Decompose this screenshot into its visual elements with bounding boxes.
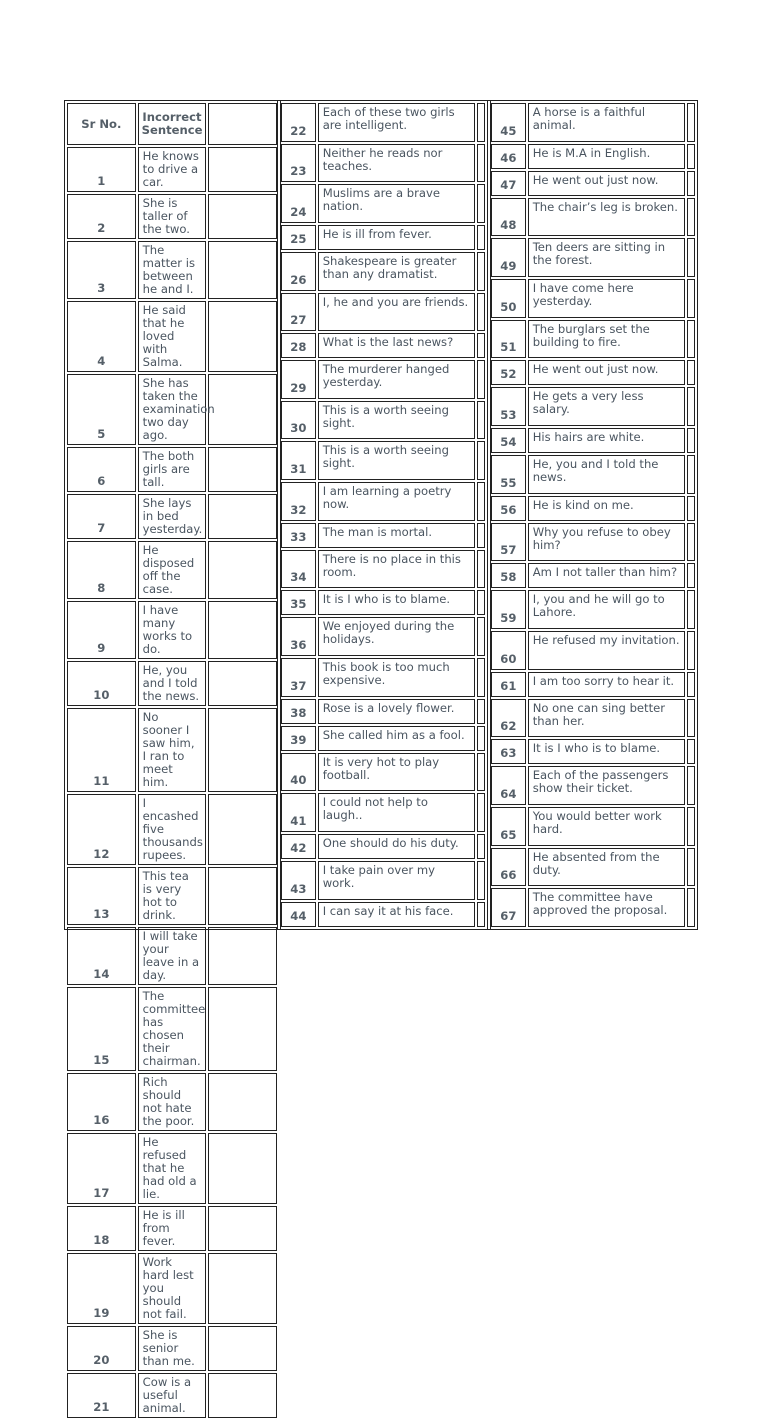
incorrect-sentence: One should do his duty. xyxy=(318,834,475,859)
incorrect-sentence: He is M.A in English. xyxy=(528,144,685,169)
row-number: 39 xyxy=(281,726,316,751)
row-number: 9 xyxy=(67,601,136,659)
row-tail xyxy=(687,171,695,196)
header-incorrect-sentence: Incorrect Sentence xyxy=(138,103,207,145)
row-tail xyxy=(477,590,485,615)
incorrect-sentence: He, you and I told the news. xyxy=(528,455,685,494)
row-tail xyxy=(687,807,695,846)
incorrect-sentence: He refused that he had old a lie. xyxy=(138,1133,207,1204)
incorrect-sentence: She is senior than me. xyxy=(138,1326,207,1371)
row-number: 42 xyxy=(281,834,316,859)
table-row xyxy=(67,147,277,192)
row-tail xyxy=(477,103,485,142)
row-number: 52 xyxy=(491,360,526,385)
table-row xyxy=(491,888,695,927)
table-row xyxy=(491,279,695,318)
row-tail xyxy=(687,387,695,426)
row-tail xyxy=(477,401,485,440)
table-row xyxy=(67,494,277,539)
table-row xyxy=(67,447,277,492)
row-tail xyxy=(477,293,485,332)
row-number: 65 xyxy=(491,807,526,846)
incorrect-sentence: He went out just now. xyxy=(528,360,685,385)
row-number: 15 xyxy=(67,987,136,1071)
row-tail xyxy=(477,523,485,548)
row-tail xyxy=(687,103,695,142)
row-tail xyxy=(208,103,277,145)
table-row xyxy=(491,496,695,521)
row-number: 62 xyxy=(491,699,526,738)
incorrect-sentence: It is I who is to blame. xyxy=(528,739,685,764)
row-tail xyxy=(687,455,695,494)
table-row xyxy=(491,387,695,426)
row-tail xyxy=(687,739,695,764)
row-number: 63 xyxy=(491,739,526,764)
row-tail xyxy=(687,563,695,588)
row-number: 61 xyxy=(491,672,526,697)
incorrect-sentence: This tea is very hot to drink. xyxy=(138,867,207,925)
row-tail xyxy=(477,225,485,250)
table-row xyxy=(67,794,277,865)
column-1 xyxy=(65,101,279,1415)
incorrect-sentence: The burglars set the building to fire. xyxy=(528,320,685,359)
incorrect-sentence: He refused my invitation. xyxy=(528,631,685,670)
table-row xyxy=(67,661,277,706)
row-number: 24 xyxy=(281,184,316,223)
incorrect-sentence: He gets a very less salary. xyxy=(528,387,685,426)
row-tail xyxy=(687,672,695,697)
table-row xyxy=(281,252,485,291)
incorrect-sentence: I have come here yesterday. xyxy=(528,279,685,318)
row-number: 25 xyxy=(281,225,316,250)
row-tail xyxy=(208,541,277,599)
row-number: 1 xyxy=(67,147,136,192)
incorrect-sentence: This is a worth seeing sight. xyxy=(318,401,475,440)
row-tail xyxy=(208,661,277,706)
table-row xyxy=(281,144,485,183)
row-number: 45 xyxy=(491,103,526,142)
column-2 xyxy=(279,101,487,929)
row-tail xyxy=(208,241,277,299)
incorrect-sentence: You would better work hard. xyxy=(528,807,685,846)
row-tail xyxy=(477,793,485,832)
incorrect-sentence: Ten deers are sitting in the forest. xyxy=(528,238,685,277)
incorrect-sentence: I could not help to laugh.. xyxy=(318,793,475,832)
row-tail xyxy=(687,631,695,670)
table-row xyxy=(491,320,695,359)
incorrect-sentence: She called him as a fool. xyxy=(318,726,475,751)
table-row xyxy=(281,590,485,615)
row-number: 12 xyxy=(67,794,136,865)
row-number: 33 xyxy=(281,523,316,548)
table-row xyxy=(491,590,695,629)
row-tail xyxy=(208,794,277,865)
incorrect-sentence: I, he and you are friends. xyxy=(318,293,475,332)
row-number: 35 xyxy=(281,590,316,615)
table-row xyxy=(281,658,485,697)
row-tail xyxy=(477,834,485,859)
row-number: 20 xyxy=(67,1326,136,1371)
row-number: 19 xyxy=(67,1253,136,1324)
incorrect-sentence: A horse is a faithful animal. xyxy=(528,103,685,142)
row-number: 32 xyxy=(281,482,316,521)
row-number: 27 xyxy=(281,293,316,332)
table-row xyxy=(491,455,695,494)
row-tail xyxy=(477,699,485,724)
row-number: 34 xyxy=(281,550,316,589)
row-number: 54 xyxy=(491,428,526,453)
row-tail xyxy=(208,447,277,492)
incorrect-sentence: The chair’s leg is broken. xyxy=(528,198,685,237)
table-row xyxy=(281,333,485,358)
incorrect-sentence: He said that he loved with Salma. xyxy=(138,301,207,372)
row-tail xyxy=(687,279,695,318)
table-row xyxy=(67,927,277,985)
incorrect-sentence: It is very hot to play football. xyxy=(318,753,475,792)
incorrect-sentence: The murderer hanged yesterday. xyxy=(318,360,475,399)
column-1-table xyxy=(65,101,279,1420)
table-row xyxy=(281,482,485,521)
incorrect-sentence: This is a worth seeing sight. xyxy=(318,441,475,480)
table-row xyxy=(281,861,485,900)
table-row xyxy=(491,672,695,697)
incorrect-sentence: His hairs are white. xyxy=(528,428,685,453)
row-number: 7 xyxy=(67,494,136,539)
row-tail xyxy=(687,428,695,453)
incorrect-sentence: I am learning a poetry now. xyxy=(318,482,475,521)
row-tail xyxy=(687,523,695,562)
table-row xyxy=(67,301,277,372)
incorrect-sentence: I have many works to do. xyxy=(138,601,207,659)
incorrect-sentence: I will take your leave in a day. xyxy=(138,927,207,985)
incorrect-sentence: Shakespeare is greater than any dramatist. xyxy=(318,252,475,291)
row-number: 55 xyxy=(491,455,526,494)
row-number: 28 xyxy=(281,333,316,358)
row-tail xyxy=(687,360,695,385)
incorrect-sentence: I am too sorry to hear it. xyxy=(528,672,685,697)
row-tail xyxy=(477,617,485,656)
table-row xyxy=(281,699,485,724)
row-tail xyxy=(208,1133,277,1204)
table-row xyxy=(491,198,695,237)
row-tail xyxy=(208,708,277,792)
table-row xyxy=(67,1373,277,1418)
row-number: 57 xyxy=(491,523,526,562)
row-number: 16 xyxy=(67,1073,136,1131)
row-tail xyxy=(687,590,695,629)
incorrect-sentence: No sooner I saw him, I ran to meet him. xyxy=(138,708,207,792)
row-number: 29 xyxy=(281,360,316,399)
row-tail xyxy=(477,184,485,223)
incorrect-sentence: It is I who is to blame. xyxy=(318,590,475,615)
table-row xyxy=(491,807,695,846)
row-number: 30 xyxy=(281,401,316,440)
row-tail xyxy=(477,333,485,358)
row-tail xyxy=(477,658,485,697)
row-tail xyxy=(208,1326,277,1371)
incorrect-sentence: He went out just now. xyxy=(528,171,685,196)
table-row xyxy=(281,293,485,332)
row-number: 22 xyxy=(281,103,316,142)
incorrect-sentence: The committee has chosen their chairman. xyxy=(138,987,207,1071)
incorrect-sentence: He is ill from fever. xyxy=(138,1206,207,1251)
row-number: 8 xyxy=(67,541,136,599)
table-row xyxy=(67,374,277,445)
table-row xyxy=(281,401,485,440)
row-number: 3 xyxy=(67,241,136,299)
table-row xyxy=(67,867,277,925)
row-tail xyxy=(208,1073,277,1131)
row-tail xyxy=(208,927,277,985)
incorrect-sentence: Am I not taller than him? xyxy=(528,563,685,588)
row-tail xyxy=(477,902,485,927)
incorrect-sentence: Muslims are a brave nation. xyxy=(318,184,475,223)
incorrect-sentence: Why you refuse to obey him? xyxy=(528,523,685,562)
incorrect-sentence: I take pain over my work. xyxy=(318,861,475,900)
incorrect-sentence: This book is too much expensive. xyxy=(318,658,475,697)
row-number: 60 xyxy=(491,631,526,670)
table-row xyxy=(491,739,695,764)
table-row xyxy=(491,631,695,670)
column-2-table xyxy=(279,101,487,929)
row-number: 64 xyxy=(491,766,526,805)
row-tail xyxy=(477,252,485,291)
row-number: 44 xyxy=(281,902,316,927)
incorrect-sentence: The committee have approved the proposal. xyxy=(528,888,685,927)
header-row xyxy=(67,103,277,145)
row-tail xyxy=(687,320,695,359)
incorrect-sentence: The matter is between he and I. xyxy=(138,241,207,299)
row-number: 13 xyxy=(67,867,136,925)
incorrect-sentence: The both girls are tall. xyxy=(138,447,207,492)
table-row xyxy=(281,793,485,832)
row-tail xyxy=(687,848,695,887)
table-row xyxy=(281,184,485,223)
row-tail xyxy=(687,198,695,237)
row-number: 5 xyxy=(67,374,136,445)
row-tail xyxy=(208,301,277,372)
table-row xyxy=(67,541,277,599)
table-row xyxy=(491,103,695,142)
table-row xyxy=(491,848,695,887)
incorrect-sentence: She is taller of the two. xyxy=(138,194,207,239)
incorrect-sentence: Rose is a lovely flower. xyxy=(318,699,475,724)
table-row xyxy=(281,360,485,399)
incorrect-sentence: She lays in bed yesterday. xyxy=(138,494,207,539)
table-row xyxy=(491,171,695,196)
incorrect-sentence: He is kind on me. xyxy=(528,496,685,521)
table-row xyxy=(491,563,695,588)
incorrect-sentence: The man is mortal. xyxy=(318,523,475,548)
row-tail xyxy=(477,861,485,900)
row-tail xyxy=(477,753,485,792)
row-number: 14 xyxy=(67,927,136,985)
table-row xyxy=(67,708,277,792)
row-tail xyxy=(477,360,485,399)
incorrect-sentence: Work hard lest you should not fail. xyxy=(138,1253,207,1324)
row-number: 51 xyxy=(491,320,526,359)
row-number: 67 xyxy=(491,888,526,927)
header-sr-no: Sr No. xyxy=(67,103,136,145)
table-row xyxy=(281,550,485,589)
incorrect-sentence: I encashed five thousands rupees. xyxy=(138,794,207,865)
table-row xyxy=(281,103,485,142)
table-row xyxy=(67,601,277,659)
row-number: 17 xyxy=(67,1133,136,1204)
row-number: 46 xyxy=(491,144,526,169)
row-number: 50 xyxy=(491,279,526,318)
incorrect-sentence: No one can sing better than her. xyxy=(528,699,685,738)
row-number: 47 xyxy=(491,171,526,196)
row-number: 2 xyxy=(67,194,136,239)
row-tail xyxy=(208,1206,277,1251)
table-row xyxy=(491,360,695,385)
row-number: 40 xyxy=(281,753,316,792)
row-tail xyxy=(687,496,695,521)
incorrect-sentence: I, you and he will go to Lahore. xyxy=(528,590,685,629)
row-tail xyxy=(208,1373,277,1418)
row-tail xyxy=(208,194,277,239)
row-number: 56 xyxy=(491,496,526,521)
incorrect-sentence: She has taken the examination two day ago. xyxy=(138,374,207,445)
incorrect-sentence: Cow is a useful animal. xyxy=(138,1373,207,1418)
table-row xyxy=(67,1253,277,1324)
table-row xyxy=(281,441,485,480)
row-tail xyxy=(208,601,277,659)
table-row xyxy=(491,428,695,453)
table-row xyxy=(281,617,485,656)
table-row xyxy=(281,523,485,548)
table-row xyxy=(67,241,277,299)
incorrect-sentence: Neither he reads nor teaches. xyxy=(318,144,475,183)
table-row xyxy=(67,1073,277,1131)
incorrect-sentence: He disposed off the case. xyxy=(138,541,207,599)
row-number: 23 xyxy=(281,144,316,183)
table-row xyxy=(67,1326,277,1371)
row-tail xyxy=(687,699,695,738)
row-number: 21 xyxy=(67,1373,136,1418)
row-tail xyxy=(477,482,485,521)
row-number: 6 xyxy=(67,447,136,492)
table-row xyxy=(491,144,695,169)
row-number: 49 xyxy=(491,238,526,277)
row-tail xyxy=(687,888,695,927)
row-number: 48 xyxy=(491,198,526,237)
incorrect-sentence: He, you and I told the news. xyxy=(138,661,207,706)
table-row xyxy=(281,726,485,751)
row-number: 58 xyxy=(491,563,526,588)
incorrect-sentence: What is the last news? xyxy=(318,333,475,358)
row-tail xyxy=(208,494,277,539)
row-tail xyxy=(208,987,277,1071)
row-number: 18 xyxy=(67,1206,136,1251)
incorrect-sentence: He knows to drive a car. xyxy=(138,147,207,192)
incorrect-sentence: I can say it at his face. xyxy=(318,902,475,927)
incorrect-sentence: Rich should not hate the poor. xyxy=(138,1073,207,1131)
incorrect-sentence: He is ill from fever. xyxy=(318,225,475,250)
row-number: 26 xyxy=(281,252,316,291)
incorrect-sentence: Each of these two girls are intelligent. xyxy=(318,103,475,142)
incorrect-sentence: He absented from the duty. xyxy=(528,848,685,887)
row-number: 31 xyxy=(281,441,316,480)
row-number: 38 xyxy=(281,699,316,724)
row-number: 4 xyxy=(67,301,136,372)
table-row xyxy=(281,834,485,859)
row-number: 59 xyxy=(491,590,526,629)
table-row xyxy=(491,699,695,738)
row-tail xyxy=(208,374,277,445)
row-tail xyxy=(477,144,485,183)
table-row xyxy=(491,238,695,277)
table-row xyxy=(491,523,695,562)
row-tail xyxy=(687,766,695,805)
column-3 xyxy=(489,101,697,929)
row-number: 43 xyxy=(281,861,316,900)
row-tail xyxy=(208,867,277,925)
table-row xyxy=(67,987,277,1071)
row-tail xyxy=(477,726,485,751)
column-3-table xyxy=(489,101,697,929)
table-row xyxy=(67,194,277,239)
row-number: 36 xyxy=(281,617,316,656)
row-tail xyxy=(477,441,485,480)
incorrect-sentence: We enjoyed during the holidays. xyxy=(318,617,475,656)
row-tail xyxy=(477,550,485,589)
row-number: 37 xyxy=(281,658,316,697)
row-tail xyxy=(208,147,277,192)
row-tail xyxy=(208,1253,277,1324)
table-row xyxy=(281,225,485,250)
table-row xyxy=(67,1206,277,1251)
table-row xyxy=(491,766,695,805)
row-tail xyxy=(687,144,695,169)
row-number: 41 xyxy=(281,793,316,832)
row-number: 66 xyxy=(491,848,526,887)
incorrect-sentence: Each of the passengers show their ticket. xyxy=(528,766,685,805)
sentence-table xyxy=(64,100,698,1415)
row-number: 53 xyxy=(491,387,526,426)
table-row xyxy=(67,1133,277,1204)
row-number: 10 xyxy=(67,661,136,706)
table-row xyxy=(281,902,485,927)
row-number: 11 xyxy=(67,708,136,792)
table-row xyxy=(281,753,485,792)
incorrect-sentence: There is no place in this room. xyxy=(318,550,475,589)
row-tail xyxy=(687,238,695,277)
